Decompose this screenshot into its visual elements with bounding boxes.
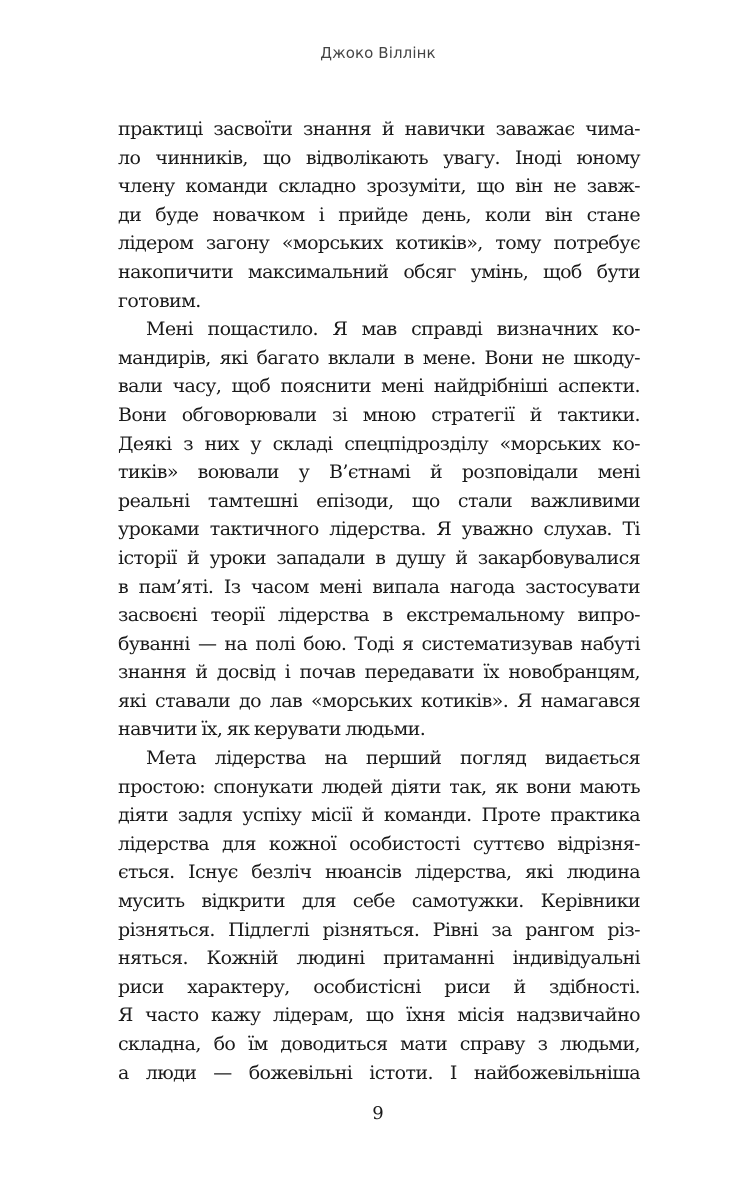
text-line: няться. Кожній людині притаманні індивідуальні xyxy=(118,947,640,970)
text-line: реальні тамтешні епізоди, що стали важливими xyxy=(118,489,640,512)
paragraph xyxy=(118,115,640,315)
text-line: мусить відкрити для себе самотужки. Керівники xyxy=(118,890,640,913)
paragraph xyxy=(118,315,640,744)
text-line: простою: спонукати людей діяти так, як вони мають xyxy=(118,775,640,798)
text-line: Вони обговорювали зі мною стратегії й тактики. xyxy=(118,403,640,426)
text-line: ло чинників, що відволікають увагу. Іноді юному xyxy=(118,146,640,169)
paragraph xyxy=(118,744,640,1087)
text-line: в пам’яті. Із часом мені випала нагода застосувати xyxy=(118,575,640,598)
text-line: члену команди складно зрозуміти, що він не завж- xyxy=(118,175,640,198)
text-line: ди буде новачком і прийде день, коли він стане xyxy=(118,203,640,226)
text-line: діяти задля успіху місії й команди. Проте практика xyxy=(118,804,640,827)
text-line: навчити їх, як керувати людьми. xyxy=(118,718,426,741)
text-line: уроками тактичного лідерства. Я уважно слухав. Ті xyxy=(118,518,640,541)
text-line: ється. Існує безліч нюансів лідерства, які людина xyxy=(118,861,640,884)
text-line: Я часто кажу лідерам, що їхня місія надзвичайно xyxy=(118,1004,640,1027)
text-line: Деякі з них у складі спецпідрозділу «морських ко- xyxy=(118,432,640,455)
running-head: Джоко Віллінк xyxy=(320,44,436,62)
text-line: лідерства для кожної особистості суттєво відрізня- xyxy=(118,832,640,855)
text-line: а люди — божевільні істоти. І найбожевільніша xyxy=(118,1061,640,1084)
text-line: Мета лідерства на перший погляд видається xyxy=(146,747,640,770)
page-number: 9 xyxy=(372,1103,384,1124)
text-line: Мені пощастило. Я мав справді визначних ко- xyxy=(146,318,640,341)
text-line: тиків» воювали у В’єтнамі й розповідали мені xyxy=(118,461,640,484)
text-line: які ставали до лав «морських котиків». Я намагався xyxy=(118,689,640,712)
text-line: риси характеру, особистісні риси й здібності. xyxy=(118,975,640,998)
text-line: буванні — на полі бою. Тоді я систематизував набуті xyxy=(118,632,640,655)
text-line: знання й досвід і почав передавати їх новобранцям, xyxy=(118,661,640,684)
text-line: практиці засвоїти знання й навички заважає чима- xyxy=(118,118,640,140)
text-line: історії й уроки западали в душу й закарбовувалися xyxy=(118,546,640,569)
text-line: мандирів, які багато вклали в мене. Вони не шкоду- xyxy=(118,346,640,369)
text-line: лідером загону «морських котиків», тому потребує xyxy=(118,232,640,255)
text-line: засвоєні теорії лідерства в екстремальному випро- xyxy=(118,604,640,627)
text-line: готовим. xyxy=(118,289,201,312)
body-text xyxy=(118,115,640,1087)
text-line: різняться. Підлеглі різняться. Рівні за рангом різ- xyxy=(118,918,640,941)
text-line: складна, бо їм доводиться мати справу з людьми, xyxy=(118,1033,640,1055)
text-line: вали часу, щоб пояснити мені найдрібніші аспекти. xyxy=(118,375,640,398)
text-line: накопичити максимальний обсяг умінь, щоб бути xyxy=(118,260,640,283)
